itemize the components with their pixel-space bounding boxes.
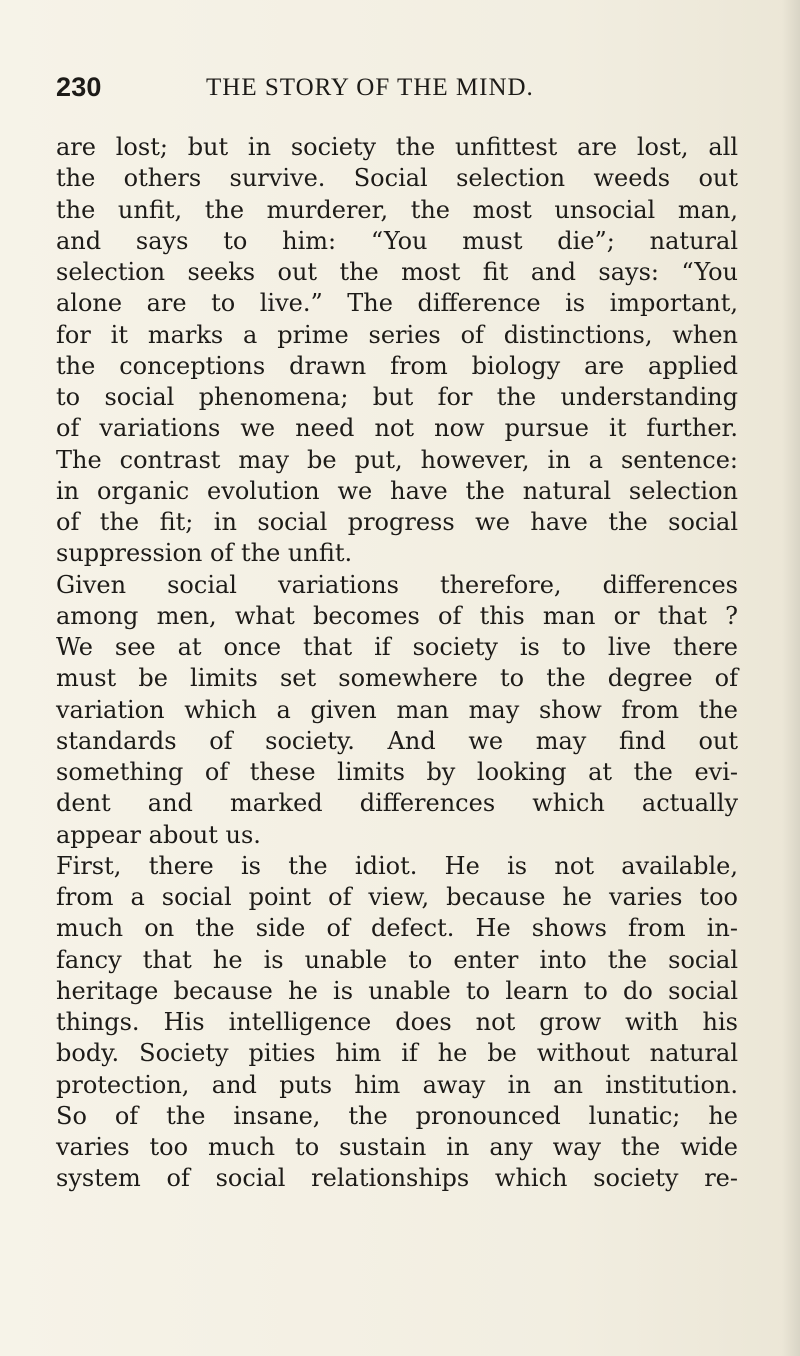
text-line: system of social relationships which society re- [56, 1164, 738, 1193]
text-line: The contrast may be put, however, in a sentence: [56, 445, 738, 474]
text-line: of variations we need not now pursue it further. [56, 414, 738, 443]
page-header [56, 72, 756, 112]
text-line: selection seeks out the most fit and says: “You [56, 258, 738, 286]
text-line: body. Society pities him if he be without natural [56, 1039, 738, 1068]
running-head: THE STORY OF THE MIND. [206, 74, 534, 101]
text-line: something of these limits by looking at the evi- [56, 758, 738, 786]
text-line: to social phenomena; but for the understanding [56, 383, 738, 411]
text-line: fancy that he is unable to enter into the social [56, 945, 738, 974]
text-line: heritage because he is unable to learn to do social [56, 976, 738, 1005]
text-line: So of the insane, the pronounced lunatic; he [56, 1101, 738, 1130]
text-line: and says to him: “You must die”; natural [56, 226, 738, 255]
text-line: First, there is the idiot. He is not available, [56, 851, 738, 880]
text-line: We see at once that if society is to live there [56, 633, 738, 661]
text-line: much on the side of defect. He shows from in- [56, 914, 738, 943]
text-line: the conceptions drawn from biology are applied [56, 351, 738, 380]
page-number: 230 [56, 72, 102, 102]
text-line: in organic evolution we have the natural selection [56, 476, 738, 505]
text-line: are lost; but in society the unfittest are lost, all [56, 133, 738, 161]
text-line: appear about us. [56, 820, 261, 849]
text-line: varies too much to sustain in any way the wide [56, 1133, 738, 1161]
page-edge-shadow [782, 0, 800, 1356]
text-line: of the fit; in social progress we have the social [56, 508, 738, 536]
text-line: the others survive. Social selection weeds out [56, 164, 738, 193]
text-line: things. His intelligence does not grow with his [56, 1008, 738, 1036]
text-line: among men, what becomes of this man or that ? [56, 601, 738, 630]
text-line: variation which a given man may show from the [56, 695, 738, 724]
text-line: suppression of the unfit. [56, 539, 353, 568]
text-line: from a social point of view, because he varies too [56, 883, 738, 911]
text-line: must be limits set somewhere to the degree of [56, 664, 738, 693]
text-line: for it marks a prime series of distinctions, when [56, 320, 738, 349]
text-line: alone are to live.” The difference is important, [56, 289, 738, 318]
text-line: protection, and puts him away in an institution. [56, 1070, 738, 1099]
text-line: dent and marked differences which actually [56, 789, 738, 818]
text-line: the unfit, the murderer, the most unsocial man, [56, 195, 738, 224]
text-line: Given social variations therefore, differences [56, 570, 738, 599]
body-text [56, 132, 738, 1195]
text-line: standards of society. And we may find out [56, 726, 738, 755]
